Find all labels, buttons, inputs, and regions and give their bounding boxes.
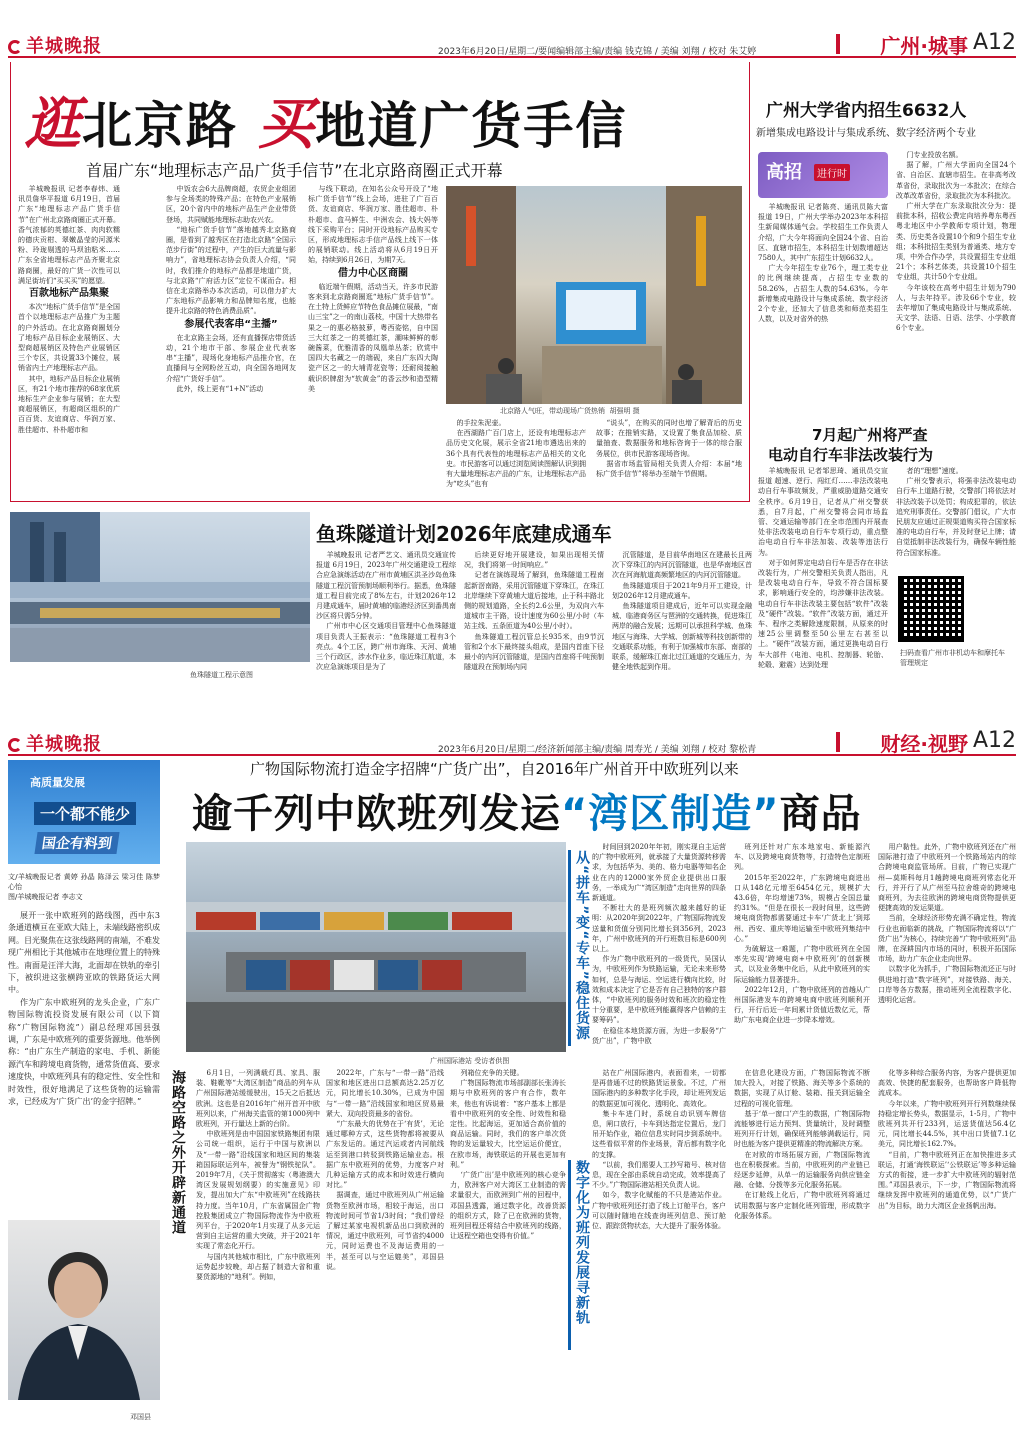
paragraph: 中饭农会6大品牌商超，农贸企业组团参与全场类的特殊产品；在特色产业展销区，20个省内中的地标产品生产企业带货登场，共同赋能地理标志助农兴农。	[166, 185, 296, 224]
subhead-vertical-3: 数字化为班列发展寻新轨	[574, 1160, 590, 1325]
logo-swoosh-icon	[8, 738, 22, 752]
series-banner	[8, 760, 160, 864]
portrait-caption: 邓国县	[130, 1413, 151, 1421]
section-name: 广州·城事	[880, 34, 968, 58]
caption-text: 北京路人气旺，带动现场广货热销	[500, 407, 605, 415]
paragraph: 广物国际物流市场部副部长张涛长期与中欧班列的客户有合作，数年来，他也有诉说着：“客户基本上都是看中中欧班列的安全性、时效性和稳定性。比起海运，更加适合高价值的商品运输。同时，我们的客户单次货物的发运量较大，比空运运价便宜，在欧市场，海铁联运的开展也更加有利。”	[450, 1079, 566, 1169]
subhead-vertical-1: 从“拼车”变“专车”稳住货源	[574, 850, 590, 1041]
lead-photo[interactable]	[446, 186, 742, 404]
ebike-column-2	[896, 466, 1016, 570]
paragraph: 作为广物中欧班列的一级货代，吴国认为，中欧班列作为铁路运输，无论未来形势如何，总是与海运、空运进行横向比较，时效和成本决定了它是否有自己独特的客户群体，“中欧班列的服务时效和班次的稳定性十分重要，是中欧班列能赢得客户信赖的主要筹码”。	[592, 955, 726, 1025]
intro-column	[8, 910, 160, 1210]
paragraph: 与国内其他城市相比，广东中欧班列运势起步较晚，却占据了制造大省和重要货源地的“地利”。例如，	[196, 1252, 320, 1282]
paragraph: 展开一张中欧班列的路线图，西中东3条通道横亘在亚欧大陆上，未端线路密织成网。目光聚焦在这张线路网的南端，不难发现广州相比于其他城市在地理位置上的特殊性。南面是汪洋大海，北面却在铁轨的牵引下，被织进这张横跨亚欧的铁路货运大网中。	[8, 911, 160, 995]
paragraph: 后续更好地开展建设，如果出现相关情况，我们将第一时间响应。”	[464, 551, 604, 570]
subhead: 借力中心区商圈	[338, 267, 408, 279]
lead-column-2	[166, 184, 296, 490]
lead-column-4	[446, 418, 586, 498]
lead-subtitle: 首届广东“地理标志产品广货手信节”在北京路商圈正式开幕	[86, 161, 503, 180]
photo-credit: 胡强明 摄	[609, 407, 640, 415]
badge-tag-text: 进行时	[814, 164, 850, 181]
paragraph: 2022年12月，广物中欧班列的首趟从广州国际港发车的跨境电商中欧班列顺利开行，开行后近一年间累计货值近数亿元，帮助广东电商企业进一步降本增效。	[734, 985, 870, 1025]
paragraph: “广东最大的优势在于‘有货’，无论通过哪种方式，这些货物都将被要从广东发运的。通过汽运或者内河航线运至到港口转驳到铁路运输业态。根据广东中欧班列的优势，力度客户对几种运输方式的成本和时效进行横向对比。”	[326, 1120, 444, 1190]
story-column-8	[734, 1068, 870, 1438]
story-column-4	[196, 1068, 320, 1438]
paragraph: 班列还针对广东本地家电、新能源汽车、以及跨境电商货物等，打造特色定制班列。	[734, 843, 870, 872]
ebike-headline-line2[interactable]: 电动自行车非法改装行为	[768, 446, 934, 464]
headline-red-char-1: 逛	[24, 91, 82, 157]
paragraph: “地标广货手信节”落地越秀北京路商圈，是看到了越秀区在打造北京路“全国示范步行街”的过程中，产生的巨大流量与影响力”，省地理标志协会负责人介绍，“同时，我们推介的地标产品都是地道广货，与北京路“广府活力区”定位不谋而合。相信在北京路举办本次活动，可以借力扩大广东地标产品影响力和品牌知名度，也能提升北京路的特色消费品质”。	[166, 225, 296, 316]
tunnel-photo-caption: 鱼珠隧道工程示意图	[190, 671, 253, 679]
paragraph: 当前，全球经济形势充满不确定性，物流行业也面临新的挑战，广物国际物流将以“广货广出”为核心，持续完善“广物中欧班列”品牌，在深耕国内市场的同时，积极开拓国际市场，助力广东企业走向世界。	[878, 914, 1016, 964]
freight-train-illustration	[186, 842, 566, 1052]
paragraph: 2022年，广东与“一带一路”沿线国家和地区进出口总额高达2.25万亿元，同比增长10.30%，已成为中国与“一带一路”沿线国家和地区贸易最紧大、双向投资最多的省份。	[326, 1069, 444, 1118]
lead-column-1	[18, 184, 120, 490]
paragraph: 在北京路主会场，还有直播探店带货活动，21个地市干部、参展企业代表客串“主播”，现场化身地标产品推介官，在直播间与全网粉丝互动，向全国各地网友介绍“广货好手信”。	[166, 333, 296, 383]
paragraph: 广州市中心区交通项目管理中心鱼珠隧道项目负责人王振表示：“鱼珠隧道工程有3个亮点。4个工区，跨广州市海珠、天河、黄埔三个行政区，涉水作业多，临近珠江航道，本次应急演练项目是为了	[316, 622, 456, 672]
banner-line-3: 国企有料到	[34, 832, 119, 854]
headline-part-1: 逾千列中欧班列发运	[192, 791, 561, 837]
paragraph: 不断壮大的是班列频次越来越好的证明：从2020年到2022年，广物国际物流发送量和货值分别同比增长到356列，2023年，广州中欧班列的开行班数目标是600列以上。	[592, 904, 726, 954]
story-column-9	[878, 1068, 1016, 1438]
lead-kicker: 广物国际物流打造金字招牌“广货广出”，自2016年广州首开中欧班列以来	[250, 760, 739, 778]
paragraph: 羊城晚报讯 记者严艺文、通讯员交通宣传报道 6月19日，2023年广州交通建设工程综合应急演练活动在广州市黄埔区洪圣沙岛鱼珠隧道工程沉管预制场顺利举行。据悉，鱼珠隧道工程目前完成了8%左右，计划2026年12月建成通车，届时黄埔的临港经济区到番禺南沙区将只需5分钟。	[316, 551, 456, 621]
tunnel-column-3	[612, 550, 752, 706]
logo-swoosh-icon	[8, 40, 22, 54]
paragraph: 列箱位充争的关键。	[460, 1069, 524, 1077]
paragraph: 基于‘单一窗口’产生的数据，广物国际物流能够进行运力预判、货量统计，及时调整班列开行计划，确保班列能够满载运行，同时也能为客户提供更精准的物流解决方案。	[734, 1109, 870, 1149]
university-subheadline: 新增集成电路设计与集成系统、数字经济两个专业	[756, 128, 976, 139]
story-column-2	[734, 842, 870, 1056]
paragraph: 2015年至2022年，广东跨境电商进出口从148亿元增至6454亿元，规模扩大43.6倍，年均增速73%，规模占全国总量约31%。“但是在很长一段时间里，这些跨境电商货物都需要通过卡车‘广货北上’到郑州、西安、重庆等地运输至中欧班列集结中心。”	[734, 873, 870, 943]
paragraph: 此外，线上更有“1+N”活动	[176, 384, 264, 393]
lead-column-5	[596, 418, 742, 498]
paragraph: 在对欧的市场拓展方面，广物国际物流也在积极探索。当前，中欧班列的产业链已经逐步延伸，从单一的运输服务向供应链金融、仓储、分拨等多元化服务拓展。	[734, 1150, 870, 1190]
person-silhouette-icon	[8, 1220, 160, 1400]
subhead-vertical-2: 海路空路之外开辟新通道	[170, 1070, 186, 1235]
badge-main-text: 高招	[766, 162, 802, 183]
banner-line-1: 高质量发展	[30, 776, 85, 789]
paragraph: 其中，地标产品目标企业展销区，有21个地市推荐的68家优质地标生产企业参与展销；在大型商超展销区，有超商区组织的广百百货、友谊商店、华润万家、胜佳超市、朴朴超市和	[18, 374, 120, 434]
university-column-2	[896, 150, 1016, 400]
paragraph: 用户黏性。此外，广物中欧班列还在广州国际港打造了中欧班列一个铁路场站内的综合跨境电商监管场所。目前，广物已实现广州—莫斯科每月1趟跨境电商班列常态化开行，并开行了从广州至马拉舍维奇的跨境电商班列，为去往欧洲的跨境电商货物提供更便捷高效的发运渠道。	[878, 843, 1016, 913]
paragraph: 在西湖路广百门店上，还设有地理标志产品历史文化展，展示全省21地市遴选出来的36个具有代表性的地理标志产品相关的文化史。市民游客可以通过浏览阅读图解认识到拥有大量地理标志产品的广东，让地理标志产品为“吃头”也有	[446, 429, 586, 489]
tunnel-photo[interactable]	[10, 512, 310, 662]
paragraph: 鱼珠隧道项目于2021年9月开工建设，计划2026年12月建成通车。	[612, 581, 752, 600]
paragraph: 中欧班列是由中国国家铁路集团有限公司统一组织，运行于中国与欧洲以及“一带一路”沿线国家和地区间的集装箱国际联运列车，被誉为“钢铁驼队”。2019年7月，《关于贯彻落实（粤港澳大湾区发展规划纲要）的实施意见》印发，提出加大广东“中欧班列”在线路扶持力度。当年10月，广东省属国企广物控股集团成立广物国际物流作为中欧班列平台，于2020年1月实现了从多元运营到自主运营的重大突破，并于2021年实现了常态化开行。	[196, 1130, 320, 1251]
paragraph: ‘广货广出’是中欧班列的核心竞争力，欧洲客户对大湾区工业制造的需求量很大，而欧洲到广州的回程中，邓国县透露，通过数字化，改善货源的组织方式，除了已在欧洲的货物，班列回程还将结合中欧班列的线路，让返程空箱也变得有价值。”	[450, 1171, 566, 1241]
lead-photo-caption	[500, 406, 640, 416]
train-photo-caption: 广州国际港站 受访者供图	[430, 1057, 510, 1065]
paragraph: 鱼珠隧道工程沉管总长935米，由9节沉管和2个水下最终接头组成，是国内首座下径最小的内河沉管隧道，是国内首座将千吨预制隧道段在预制场内同	[464, 632, 604, 672]
lead-headline[interactable]	[192, 782, 862, 839]
story-column-1	[592, 842, 726, 1056]
lead-headline[interactable]	[24, 80, 627, 160]
paragraph: 鱼珠隧道项目建成后，近年可以实现金融城、临港商务区与琶洲的交通转换，促进珠江两岸的融合发展；远期可以承担科学城、鱼珠地区与海珠、大学城、创新城等科技创新带的交通联系功能，有利于加强城市东部、南部的联系，缓解珠江南北过江通道的交通压力，为健全地铁起到作用。	[612, 602, 752, 672]
paragraph: 者的“理想”速度。	[906, 467, 963, 475]
paragraph: 记者在演练现场了解到，鱼珠隧道工程南起新滘南路，采用沉管隧道下穿珠江，在珠江北岸继续下穿黄埔大道后接地，止于科丰路北侧的规划道路，全长约2.6公里，为双向六车道城市主干路，设计速度为60公里/小时（车站主线、五条匝道为40公里/小时）。	[464, 571, 604, 631]
section-divider	[836, 34, 840, 54]
paragraph: 在信息化建设方面，广物国际物流不断加大投入，对接了铁路、海关等多个系统的数据，实现了从订舱、装箱、报关到运输全过程的可视化管理。	[734, 1069, 870, 1108]
train-yard-photo[interactable]	[186, 842, 566, 1052]
paragraph: 在订舱线上化后，广物中欧班列将通过试用数据与客户定制化班列管理，形成数字化服务体系。	[734, 1191, 870, 1220]
paragraph: 羊城晚报讯 记者陈亮、通讯员陈大富报道 19日，广州大学举办2023年本科招生新闻媒体通气会。学校招生工作负责人介绍，广大今年将面向全国24个省、自治区、直辖市招生，本科招生计划数增超达7580人，其中广东招生计划6632人。	[758, 203, 888, 263]
paragraph: “说头”，在购买的同时也增了解背后的历史故事；在推销实路，又设置了集食品加检、质量抽查、数据服务和地标咨询于一体的综合服务展位，供市民游客现场咨询。	[596, 419, 742, 458]
paragraph: 本次“地标广货手信节”是全国首个以地理标志产品推广为主题的户外活动。在北京路商圈划分了地标产品目标企业展销区、大型商超展销区及特色产业展销区三个专区，共设置33个摊位，展销省内土产地理标志产品。	[18, 303, 120, 373]
university-column-1	[758, 202, 888, 400]
banner-line-2: 一个都不能少	[34, 802, 136, 825]
story-column-7	[592, 1068, 726, 1438]
paragraph: 时间回到2020年年初，刚实现自主运营的广物中欧班列，就承接了大量货源转移需求，为包括华为、美的、格力电器等知名企业在内的12000家外贸企业提供出口服务，一举成为广“湾区制造”走向世界的四条新通道。	[592, 843, 726, 903]
paragraph: 广州交警表示，将强非法改装电动自行车上道路行驶，交警部门将依法对非法改装予以处罚；构成犯罪的，依法追究刑事责任。交警部门倡议，广大市民朋友应通过正规渠道购买符合国家标准的电动自行车，并及时登记上牌；请自觉抵制非法改装行为，确保车辆性能符合国家标准。	[896, 477, 1016, 557]
byline: 文/羊城晚报记者 黄婷 孙晶 陈泽云 梁习佳 陈梦心怡 图/羊城晚报记者 李志文	[8, 873, 160, 902]
logo-text: 羊城晚报	[26, 36, 102, 57]
tunnel-headline[interactable]: 鱼珠隧道计划2026年底建成通车	[316, 522, 612, 546]
page-number: A12	[972, 728, 1016, 753]
bottom-page	[0, 720, 1024, 1442]
paragraph: “以前，我们需要人工抄写箱号、核对信息，现在全部由系统自动完成，效率提高了不少。”广物国际港站相关负责人说。	[592, 1160, 726, 1190]
qr-code-icon[interactable]	[898, 576, 964, 642]
tunnel-column-1	[316, 550, 456, 706]
ebike-headline-line1[interactable]: 7月起广州将严查	[812, 426, 928, 444]
issue-meta: 2023年6月20日/星期二/要闻编辑部主编/责编 钱克锦 / 美编 刘翔 / 校对 朱艾婷	[438, 47, 757, 57]
paragraph: 广州大学在广东录取批次分为：提前批本科，招收公费定向培养粤东粤西粤北地区中小学教师专项计划，物理类、历史类各设置10个和9个招生专业组；本科批招生类别为普通类、地方专项，中外合作办学，共设置招生专业组21个；本科艺体类，共设置10个招生专业组，共计50个专业组。	[896, 202, 1016, 282]
paragraph: 站在广州国际港内，表面看来，一切都是再普通不过的铁路货运景象。不过，广州国际港内的多种数字化手段，却让班列发运的数据更加可视化、透明化、高效化。	[592, 1069, 726, 1108]
headline-highlight: “湾区制造”	[561, 791, 780, 837]
subhead-bar	[568, 850, 571, 1046]
paragraph: 据调查，通过中欧班列从广州运输货物至欧洲市场，相较于海运，出口物流时间可节省1/3时间；“我们曾经了解过某家电视机新品出口到欧洲的情况，通过中欧班列，可节省约4000元，同时运费也不及海运费用的一半，甚至可以与空运媲美”，邓国县说。	[326, 1191, 444, 1271]
headline-part-2: 商品	[779, 791, 862, 837]
paragraph: “目前，广物中欧班列正在加快推进多式联运，打通‘海铁联运’‘公铁联运’等多种运输方式的衔接，进一步扩大中欧班列的辐射范围。”邓国县表示，下一步，广物国际物流将继续发挥中欧班列的通道优势，以“广货广出”为目标，助力大湾区企业扬帆出海。	[878, 1150, 1016, 1210]
headline-part-1: 北京路	[82, 96, 258, 155]
paragraph: 6月1日，一列满载灯具、家具、服装、鞋靴等“大湾区制造”商品的列车从广州国际港站缓缓驶出，15天之后抵达欧洲。这也是自2016年广州开首开中欧班列以来，广州海关监管的第1000列中欧班列，开行量达上新的台阶。	[196, 1069, 320, 1129]
subhead: 百款地标产品集聚	[29, 288, 109, 300]
paragraph: 化等多种综合服务内容，为客户提供更加高效、快捷的配套服务，也帮助客户降低物流成本。	[878, 1069, 1016, 1098]
paragraph: 今年以来，广物中欧班列开行列数继续保持稳定增长势头，数据显示，1-5月，广物中欧班列共开行233列，运送货值达56.4亿元，同比增长44.5%，其中出口货值7.1亿美元，同比增长162.7%。	[878, 1099, 1016, 1149]
subhead: 参展代表客串“主播”	[184, 318, 278, 330]
tunnel-column-2	[464, 550, 604, 706]
paragraph: 今年该校在高考中招生计划为790人，与去年持平。涉及66个专业，较去年增加了集成电路设计与集成系统、天文学、法语、日语、法学、小学教育6个专业。	[896, 283, 1016, 333]
paragraph: 对于如何界定电动自行车是否存在非法改装行为，广州交警相关负责人指出，凡是改装电动自行车，导致不符合国标要求，影响通行安全的，均涉嫌非法改装。电动自行车非法改装主要包括“软件”改装及“硬件”改装。“软件”改装方面，通过开车、程序之类解除速度限制，从原来的时速25公里调整至50公里左右甚至以上。“硬件”改装方面，通过更换电动自行车大部件（电池、电机、控制器、轮胎、轮毂、避震）达到处理	[758, 558, 888, 669]
paragraph: 作为广东中欧班列的龙头企业，广东广物国际物流投资发展有限公司（以下简称“广物国际物流”）副总经理邓国县强调，广东是中欧班列的重要货源地。他举例称：“由广东生产制造的家电、手机、新能源汽车和跨境电商货物，通常货值高、要求速度快，中欧班列具有的稳定性、安全性和时效性，很好地满足了这些货物的运输需求，已经成为‘广货广出’的金字招牌。”	[8, 997, 160, 1107]
subhead-bar	[568, 1160, 571, 1350]
paragraph: 临近端午假期，活动当天，许多市民游客来到北京路商圈逛“地标广货手信节”。在土特上货鲜应节特色食品摊位展最，“南山三宝”之一的南山荔枝，中国十大热带名果之一的惠必格披萝，粤西姿铭，自中国三大红茶之一的英德红茶，潮味鲜鲜的彰碗酱菜，优雅清香的凤凰单丛茶；欣赏中国四大名藏之一的端砚，来自广东四大陶瓷产区之一的大埔青花瓷等；还耐阅接触载识织牌甜为“软黄金”的香云纱和造型精美	[308, 282, 438, 393]
paragraph: 羊城晚报讯 记者邹思琦、通讯员交宣报道 超速、逆行、闯红灯……非法改装电动自行车事故频发，严重威胁道路交通安全秩序。6月19日，记者从广州交警获悉，自7月起，广州交警将会同市场监管、交通运输等部门在全市范围内开展查处非法改装电动自行车专项行动，重点整治电动自行车非法加装、改装等违法行为。	[758, 467, 888, 557]
gaokao-badge	[758, 152, 888, 198]
paragraph: 据省市场监管局相关负责人介绍：本届“地标广货手信节”将举办至端午节假期。	[596, 459, 742, 479]
qr-caption: 扫码查看广州市非机动车和摩托车管理规定	[900, 649, 1005, 667]
university-headline[interactable]: 广州大学省内招生6632人	[766, 101, 967, 121]
paragraph: 为破解这一难题，广物中欧班列在全国率先实现‘跨境电商+中欧班列’的创新模式，以及业务集中化后，从此中欧班列的实际运输能力显著提升。	[734, 945, 870, 984]
paragraph: 广大今年招生专业76个，理工类专业的比例继续提高，占招生专业数的58.26%，占招生人数的54.63%。今年新增集成电路设计与集成系统、数字经济2个专业，还加大了信息类和师范类招生人数，以及对省外的热	[758, 264, 888, 324]
masthead-bottom	[8, 728, 1016, 756]
paragraph: 集卡车进门时，系统自动识别车牌信息，闸口放行，卡车到达指定位置后，龙门吊开始作业，箱位信息实时同步到系统中。这些看似平常的作业场景，背后都有数字化的支撑。	[592, 1109, 726, 1159]
page-number: A12	[972, 30, 1016, 55]
masthead-top	[8, 30, 1016, 58]
tunnel-diagram-illustration	[10, 512, 310, 662]
newspaper-logo[interactable]	[8, 32, 102, 58]
logo-text: 羊城晚报	[26, 734, 102, 755]
street-scene-illustration	[446, 186, 742, 404]
paragraph: 以数字化为抓手，广物国际物流还正与时俱进地打造“数字班列”，对接铁路、海关、口岸等各方数据，推动班列全流程数字化、透明化运营。	[878, 965, 1016, 1005]
portrait-photo[interactable]	[8, 1220, 160, 1400]
story-column-3	[878, 842, 1016, 1056]
section-divider	[836, 732, 840, 752]
paragraph: 门专业投放名额。	[906, 151, 963, 159]
story-column-6	[450, 1068, 566, 1438]
paragraph: 沉管隧道，是目前华南地区在建最长且两次下穿珠江的内河沉管隧道，也是华南地区首次在河海航道高频繁地区的内河沉管隧道。	[612, 551, 752, 580]
paragraph: 如今，数字化赋能的不只是港站作业。广物中欧班列还打造了线上订舱平台，客户可以随时随地在线查询班列信息、预订舱位、跟踪货物状态，大大提升了服务体验。	[592, 1191, 726, 1231]
paragraph: 的手拉朱泥壶。	[456, 419, 506, 427]
headline-red-char-2: 买	[257, 91, 316, 157]
paragraph: 据了解，广州大学面向全国24个省、自治区、直辖市招生。在非高考改革省份，录取批次为一本批次；在综合改革改革省份，录取批次为本科批次。	[896, 161, 1016, 200]
headline-part-2: 地道广货手信	[315, 96, 628, 155]
ebike-column-1	[758, 466, 888, 704]
paragraph: 羊城晚报讯 记者李春炜、通讯员詹华平报道 6月19日，首届广东“地理标志产品广货手信节”在广州北京路商圈正式开幕。香气浓郁的英德红茶、肉肉软糯的德庆贡柑、翠嫩晶莹的河源米粉、玲珑剔透的马坝油粘米……广东全省地理标志产品齐聚北京路商圈，最好的广货一次性可以满足街坊们“买买买”的愿望。	[18, 185, 120, 285]
section-name: 财经·视野	[880, 732, 968, 756]
issue-meta: 2023年6月20日/星期二/经济新闻部主编/责编 周寿光 / 美编 刘翔 / 校对 黎松青	[438, 745, 757, 755]
paragraph: 与线下联动，在知名公众号开设了“地标广货手信节”线上会场，进驻了广百百货、友谊商店、华润万家、胜佳超市、朴朴超市、盒马鲜生、中洲农会、钱大妈等线下采购平台；同时开设地标产品购买专区，形成地理标志手信产品线上线下一体的展销联动。线上活动将从6月19日开始，持续到6月26日，为期7天。	[308, 185, 438, 265]
lead-column-3	[308, 184, 438, 490]
top-page	[0, 0, 1024, 720]
newspaper-logo[interactable]	[8, 730, 102, 756]
story-column-5	[326, 1068, 444, 1438]
paragraph: 在稳住本地货源方面，为进一步服务“广货广出”，广物中欧	[592, 1026, 726, 1045]
